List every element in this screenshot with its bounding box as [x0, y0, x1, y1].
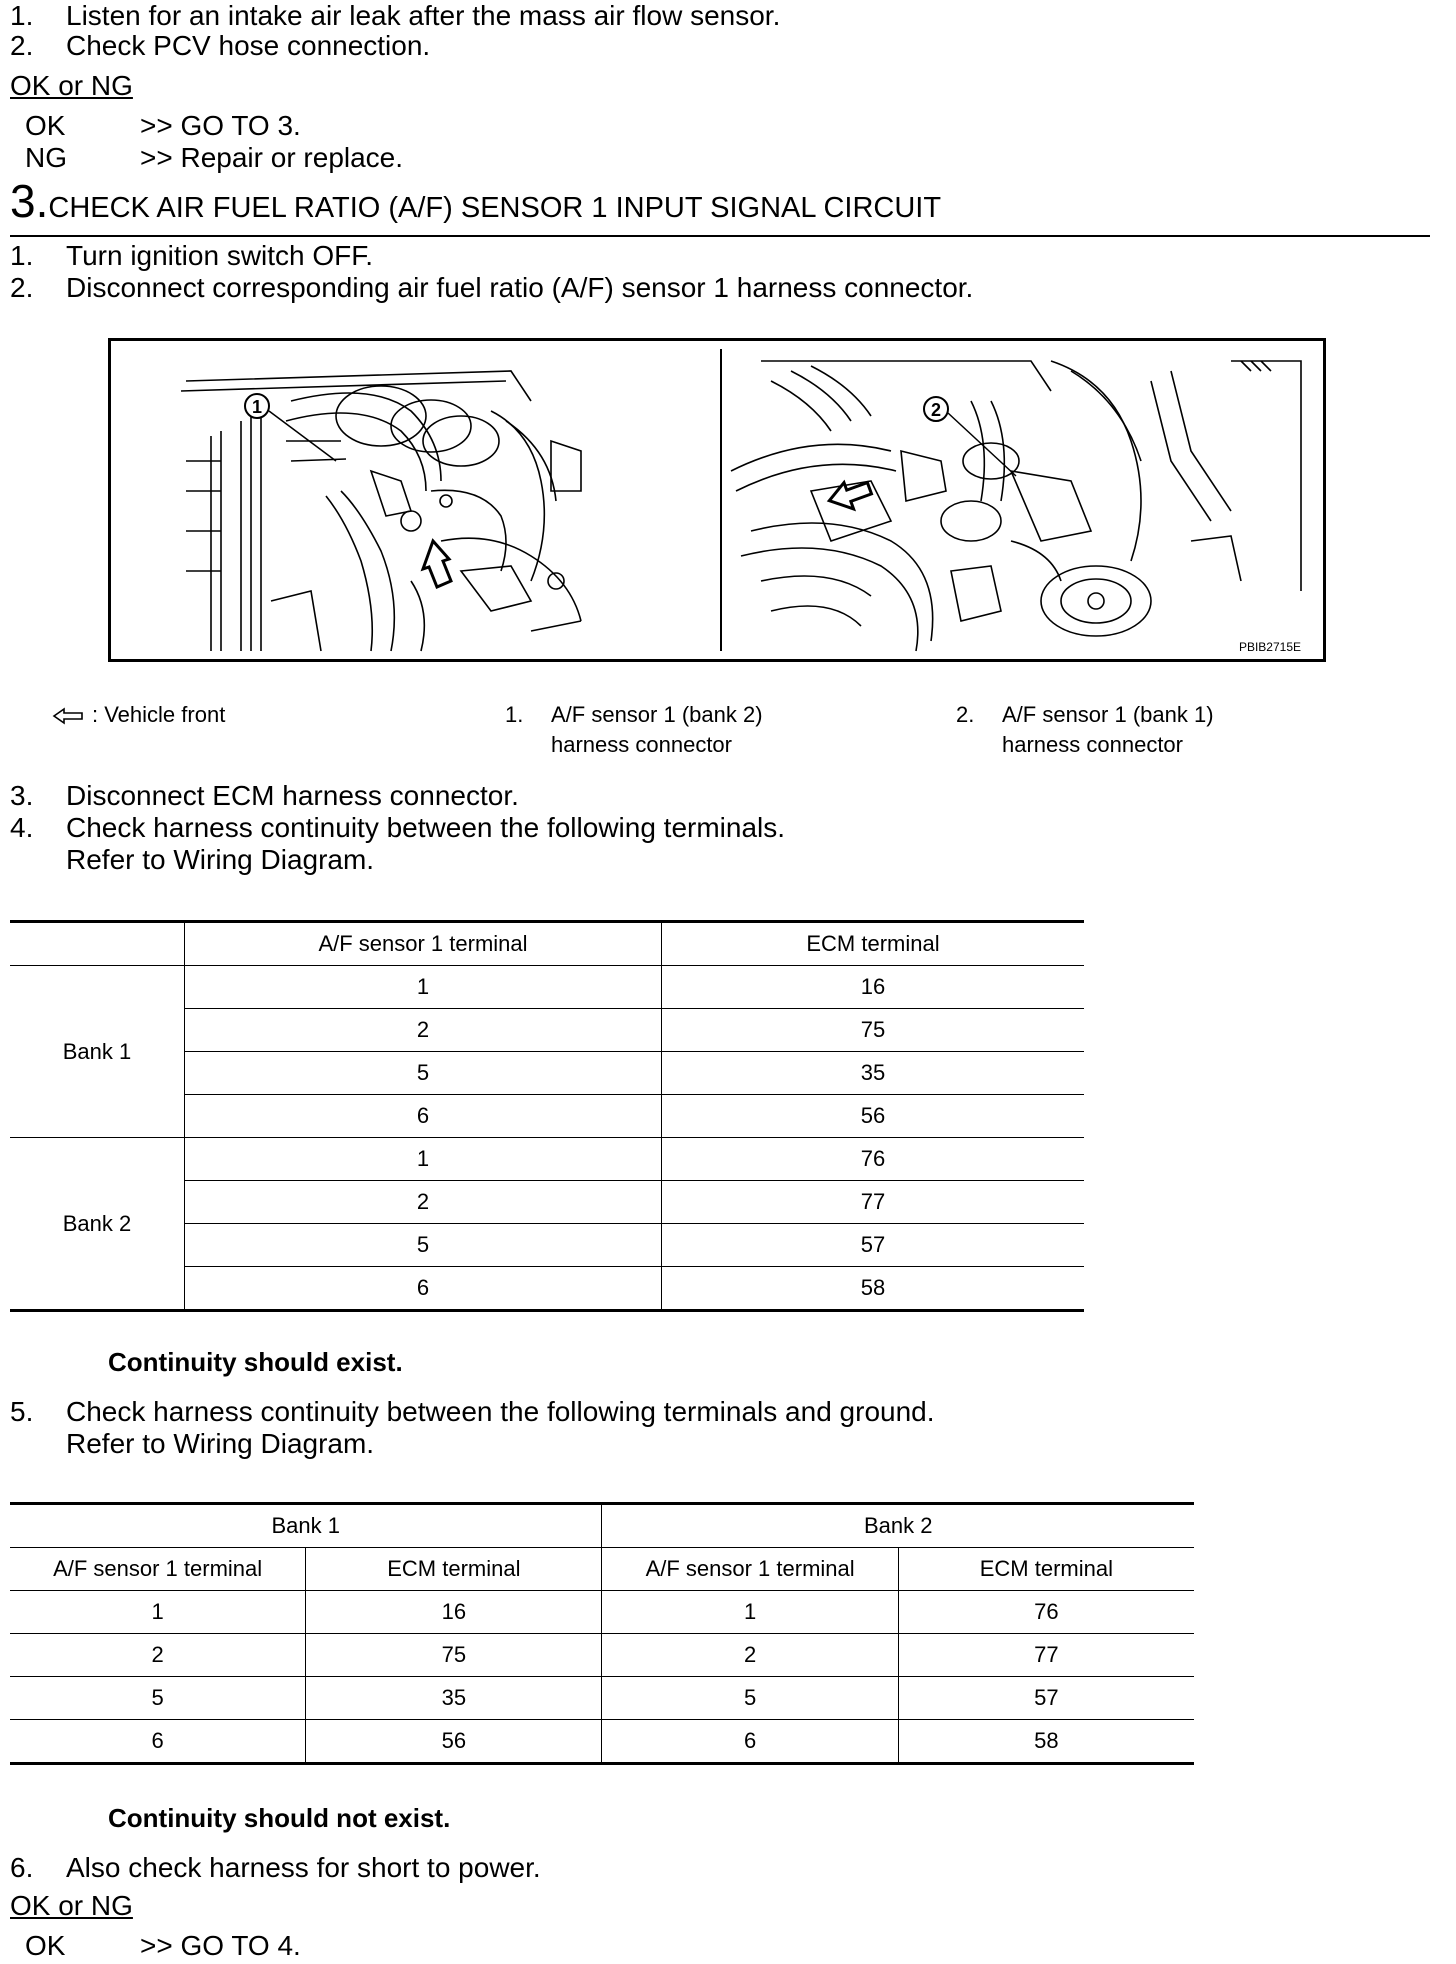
- table-cell: 2: [185, 1009, 662, 1052]
- section-heading: 3.CHECK AIR FUEL RATIO (A/F) SENSOR 1 INPUT SIGNAL CIRCUIT: [10, 175, 942, 227]
- table-cell: 16: [306, 1591, 602, 1634]
- table-header-cell: A/F sensor 1 terminal: [10, 1548, 306, 1591]
- table-row: [10, 966, 1084, 1009]
- table-cell: 57: [898, 1677, 1194, 1720]
- figure-code: PBIB2715E: [1238, 640, 1301, 654]
- continuity-table-ground: [10, 1502, 1194, 1765]
- table-cell: 35: [662, 1052, 1085, 1095]
- step-1: 1. Listen for an intake air leak after the mass air flow sensor.: [10, 0, 781, 31]
- group-header-bank-2: Bank 2: [602, 1504, 1194, 1548]
- ok-or-ng-label-2: OK or NG: [10, 1890, 133, 1921]
- group-header-bank-1: Bank 1: [10, 1504, 602, 1548]
- table-header-cell: ECM terminal: [306, 1548, 602, 1591]
- refer-wiring-1: Refer to Wiring Diagram.: [66, 844, 375, 875]
- table-cell: 58: [662, 1267, 1085, 1311]
- legend-item-1-line2: harness connector: [551, 732, 732, 757]
- continuity-should-exist-note: Continuity should exist.: [108, 1347, 403, 1377]
- table-cell: 76: [898, 1591, 1194, 1634]
- ok-or-ng-label: OK or NG: [10, 70, 133, 101]
- table-cell: 6: [10, 1720, 306, 1764]
- table-cell: 2: [185, 1181, 662, 1224]
- legend-item-2-line2: harness connector: [1002, 732, 1183, 757]
- table-header-cell: ECM terminal: [898, 1548, 1194, 1591]
- heading-rule: [10, 235, 1430, 237]
- refer-wiring-2: Refer to Wiring Diagram.: [66, 1428, 375, 1459]
- table-cell: 75: [306, 1634, 602, 1677]
- table-cell: 6: [185, 1095, 662, 1138]
- table-cell: 5: [602, 1677, 898, 1720]
- table-row: [10, 1634, 1194, 1677]
- table-cell: 5: [10, 1677, 306, 1720]
- step-2: 2. Check PCV hose connection.: [10, 30, 431, 61]
- table-header-cell: A/F sensor 1 terminal: [602, 1548, 898, 1591]
- table-cell: 2: [602, 1634, 898, 1677]
- table-cell: 16: [662, 966, 1085, 1009]
- table-cell: 5: [185, 1224, 662, 1267]
- table-cell: 1: [602, 1591, 898, 1634]
- bank-2-label: Bank 2: [10, 1138, 185, 1311]
- table-cell: 6: [185, 1267, 662, 1311]
- continuity-table-terminals: [10, 920, 1084, 1312]
- engine-drawing: [111, 341, 1323, 659]
- table-cell: 6: [602, 1720, 898, 1764]
- legend-item-2: 2. A/F sensor 1 (bank 1): [956, 702, 1214, 727]
- table-cell: 1: [185, 1138, 662, 1181]
- ng-result: NG >> Repair or replace.: [25, 142, 404, 173]
- table-cell: 56: [306, 1720, 602, 1764]
- table-row: [10, 1720, 1194, 1764]
- ok-result: OK >> GO TO 3.: [25, 110, 301, 141]
- table-cell: 57: [662, 1224, 1085, 1267]
- table-header-af-terminal: A/F sensor 1 terminal: [185, 922, 662, 966]
- bank-1-label: Bank 1: [10, 966, 185, 1138]
- table-header-blank: [10, 922, 185, 966]
- table-cell: 77: [662, 1181, 1085, 1224]
- engine-illustration: [108, 338, 1326, 662]
- table-cell: 58: [898, 1720, 1194, 1764]
- vehicle-front-arrow-left: [423, 541, 451, 587]
- table-header-row: [10, 922, 1084, 966]
- table-row: [10, 1591, 1194, 1634]
- table-cell: 2: [10, 1634, 306, 1677]
- callout-2-label: 2: [930, 400, 942, 420]
- table-header-ecm-terminal: ECM terminal: [662, 922, 1085, 966]
- table-cell: 1: [185, 966, 662, 1009]
- step-b3: 3. Disconnect ECM harness connector.: [10, 780, 519, 811]
- ok-result-2: OK >> GO TO 4.: [25, 1930, 301, 1961]
- table-cell: 35: [306, 1677, 602, 1720]
- step-5: 5. Check harness continuity between the following terminals and ground.: [10, 1396, 935, 1427]
- step-6: 6. Also check harness for short to power.: [10, 1852, 541, 1883]
- step-b4: 4. Check harness continuity between the following terminals.: [10, 812, 786, 843]
- table-group-header-row: [10, 1504, 1194, 1548]
- table-cell: 77: [898, 1634, 1194, 1677]
- table-row: [10, 1677, 1194, 1720]
- arrow-left-icon: [52, 706, 86, 726]
- table-cell: 75: [662, 1009, 1085, 1052]
- table-cell: 56: [662, 1095, 1085, 1138]
- table-row: [10, 1138, 1084, 1181]
- step-a2: 2. Disconnect corresponding air fuel ratio (A/F) sensor 1 harness connector.: [10, 272, 974, 303]
- table-cell: 76: [662, 1138, 1085, 1181]
- callout-1-label: 1: [251, 397, 263, 417]
- table-header-row: [10, 1548, 1194, 1591]
- step-a1: 1. Turn ignition switch OFF.: [10, 240, 374, 271]
- legend-item-1: 1. A/F sensor 1 (bank 2): [505, 702, 763, 727]
- legend-vehicle-front: : Vehicle front: [52, 700, 225, 730]
- table-cell: 5: [185, 1052, 662, 1095]
- table-cell: 1: [10, 1591, 306, 1634]
- continuity-should-not-exist-note: Continuity should not exist.: [108, 1803, 451, 1833]
